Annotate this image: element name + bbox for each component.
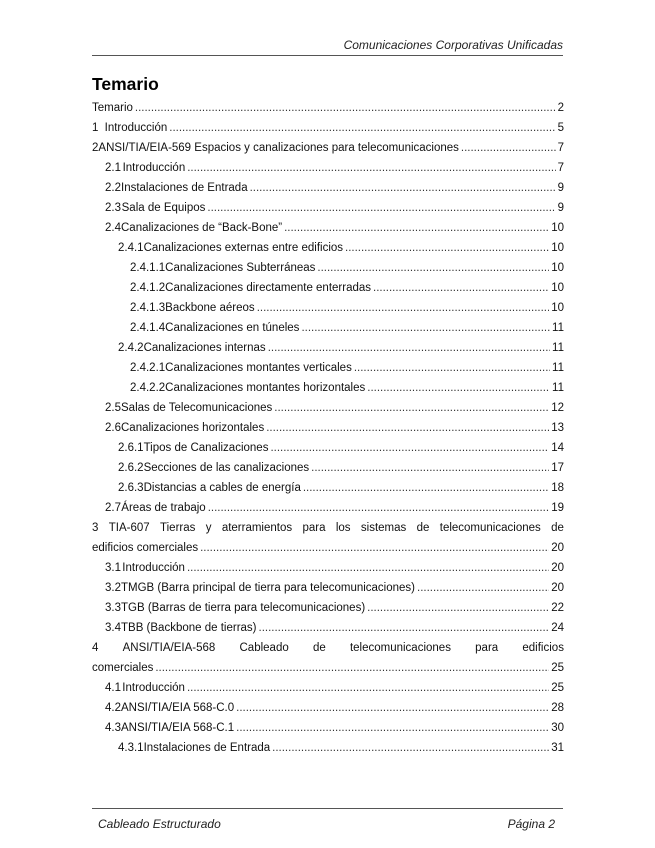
toc-entry-line xyxy=(92,498,564,518)
toc-entry[interactable] xyxy=(92,338,564,358)
toc-entry-line xyxy=(92,318,564,338)
toc-leader-dots xyxy=(208,498,550,518)
toc-entry-title: Instalaciones de Entrada xyxy=(143,742,271,754)
toc-entry[interactable] xyxy=(92,458,564,478)
toc-entry[interactable] xyxy=(92,258,564,278)
toc-entry-line xyxy=(92,598,564,618)
toc-entry-title-word: de xyxy=(551,522,564,534)
toc-entry-page: 9 xyxy=(557,202,564,214)
toc-entry-page: 7 xyxy=(557,142,564,154)
toc-entry-line xyxy=(92,278,564,298)
toc-entry-number: 4.3.1 xyxy=(118,742,144,754)
toc-entry-page: 20 xyxy=(551,582,564,594)
toc-entry-title: Canalizaciones internas xyxy=(143,342,266,354)
toc-entry-title: Salas de Telecomunicaciones xyxy=(121,402,273,414)
toc-entry-number: 3.3 xyxy=(105,602,121,614)
toc-entry[interactable] xyxy=(92,678,564,698)
toc-entry-title-word: Cableado xyxy=(239,642,289,654)
toc-leader-dots xyxy=(187,158,555,178)
toc-entry-title: Introducción xyxy=(122,562,185,574)
toc-entry-line xyxy=(92,98,564,118)
toc-entry-number: 2.4.1.3 xyxy=(130,302,166,314)
toc-leader-dots xyxy=(270,438,549,458)
toc-entry-page: 11 xyxy=(552,382,564,394)
toc-leader-dots xyxy=(268,338,550,358)
toc-entry-page: 18 xyxy=(551,482,564,494)
toc-entry-line xyxy=(92,378,564,398)
toc-entry-line xyxy=(92,118,564,138)
toc-entry[interactable] xyxy=(92,198,564,218)
toc-leader-dots xyxy=(259,618,550,638)
toc-entry[interactable] xyxy=(92,398,564,418)
toc-entry-page: 31 xyxy=(551,742,564,754)
toc-entry-number: 4.1 xyxy=(105,682,121,694)
toc-entry-title: ANSI/TIA/EIA-569 Espacios y canalizaciones para telecomunicaciones xyxy=(98,142,459,154)
toc-entry-page: 10 xyxy=(551,242,564,254)
toc-leader-dots xyxy=(187,678,549,698)
toc-leader-dots xyxy=(272,738,549,758)
toc-entry-page: 25 xyxy=(551,682,564,694)
toc-entry-title: Canalizaciones en túneles xyxy=(165,322,300,334)
header-divider xyxy=(92,55,563,56)
toc-entry-number: 2.4.1.4 xyxy=(130,322,166,334)
toc-leader-dots xyxy=(236,718,549,738)
toc-entry-title: Introducción xyxy=(122,682,185,694)
toc-leader-dots xyxy=(317,258,549,278)
toc-entry-page: 17 xyxy=(551,462,564,474)
toc-entry-number: 2.1 xyxy=(105,162,121,174)
toc-entry-number: 2.6.2 xyxy=(118,462,144,474)
toc-leader-dots xyxy=(417,578,549,598)
toc-entry-number: 2.4.1 xyxy=(118,242,144,254)
toc-entry-title: Canalizaciones horizontales xyxy=(121,422,265,434)
page-title: Temario xyxy=(92,74,159,94)
toc-entry-number: 3.2 xyxy=(105,582,121,594)
toc-entry-title-word: edificios xyxy=(522,642,564,654)
toc-entry-title-word: y xyxy=(205,522,212,534)
toc-entry-line xyxy=(92,298,564,318)
toc-entry-number: 2.4 xyxy=(105,222,121,234)
toc-entry-title: Tipos de Canalizaciones xyxy=(143,442,269,454)
toc-leader-dots xyxy=(155,658,549,678)
toc-entry[interactable] xyxy=(92,738,564,758)
toc-entry-title-word: para xyxy=(475,642,499,654)
toc-entry-number: 2.6.1 xyxy=(118,442,144,454)
toc-entry-number: 4 xyxy=(92,642,99,654)
toc-entry-title-word: los xyxy=(335,522,351,534)
toc-leader-dots xyxy=(266,418,549,438)
toc-entry[interactable] xyxy=(92,178,564,198)
toc-entry-title: Canalizaciones montantes horizontales xyxy=(165,382,366,394)
toc-entry-line xyxy=(92,558,564,578)
toc-entry-title: Introducción xyxy=(104,122,168,134)
toc-entry-page: 5 xyxy=(557,122,564,134)
toc-leader-dots xyxy=(274,398,549,418)
toc-entry[interactable] xyxy=(92,438,564,458)
toc-entry[interactable] xyxy=(92,478,564,498)
toc-entry-first-line xyxy=(92,518,564,538)
toc-entry-line xyxy=(92,258,564,278)
toc-entry-page: 13 xyxy=(551,422,564,434)
toc-entry-title: ANSI/TIA/EIA 568-C.0 xyxy=(121,702,235,714)
toc-entry-number: 2.4.2.1 xyxy=(130,362,166,374)
toc-entry-line xyxy=(92,238,564,258)
toc-entry[interactable] xyxy=(92,618,564,638)
toc-entry-page: 22 xyxy=(551,602,564,614)
footer-divider xyxy=(92,808,563,809)
toc-entry-page: 9 xyxy=(557,182,564,194)
toc-entry-number: 2.2 xyxy=(105,182,121,194)
toc-entry-title: Canalizaciones directamente enterradas xyxy=(165,282,372,294)
toc-entry-page: 7 xyxy=(557,162,564,174)
toc-entry-title-word: Tierras xyxy=(160,522,196,534)
toc-leader-dots xyxy=(373,278,549,298)
toc-entry[interactable] xyxy=(92,698,564,718)
toc-entry-title: Backbone aéreos xyxy=(165,302,255,314)
toc-entry-title-word: de xyxy=(312,642,326,654)
toc-leader-dots xyxy=(236,698,549,718)
toc-entry-page: 20 xyxy=(551,542,564,554)
toc-entry-page: 28 xyxy=(551,702,564,714)
toc-entry-title-word: aterramientos xyxy=(221,522,293,534)
toc-leader-dots xyxy=(200,538,549,558)
toc-entry-page: 10 xyxy=(551,222,564,234)
toc-entry[interactable] xyxy=(92,718,564,738)
toc-entry-line xyxy=(92,198,564,218)
toc-leader-dots xyxy=(207,198,555,218)
toc-entry-page: 19 xyxy=(551,502,564,514)
toc-leader-dots xyxy=(250,178,556,198)
toc-entry-number: 2.4.2 xyxy=(118,342,144,354)
toc-entry-line xyxy=(92,158,564,178)
toc-entry-number: 3 xyxy=(92,522,99,534)
toc-entry-line xyxy=(92,478,564,498)
toc-entry-title-word: para xyxy=(302,522,326,534)
toc-entry-number: 3.1 xyxy=(105,562,121,574)
toc-entry-page: 14 xyxy=(551,442,564,454)
toc-entry[interactable] xyxy=(92,138,564,158)
toc-entry-title: Canalizaciones montantes verticales xyxy=(165,362,352,374)
toc-entry-second-line xyxy=(92,658,564,678)
toc-entry-line xyxy=(92,578,564,598)
toc-entry-number: 4.2 xyxy=(105,702,121,714)
toc-leader-dots xyxy=(303,478,549,498)
toc-entry-page: 2 xyxy=(557,102,564,114)
toc-entry[interactable] xyxy=(92,278,564,298)
toc-entry-number: 2.3 xyxy=(105,202,121,214)
footer-document-title: Cableado Estructurado xyxy=(98,817,221,831)
toc-leader-dots xyxy=(367,378,550,398)
toc-entry[interactable] xyxy=(92,358,564,378)
toc-entry-page: 11 xyxy=(552,362,564,374)
toc-entry[interactable] xyxy=(92,318,564,338)
toc-entry-page: 20 xyxy=(551,562,564,574)
toc-entry-number: 4.3 xyxy=(105,722,121,734)
toc-leader-dots xyxy=(461,138,556,158)
toc-entry-title-word: de xyxy=(416,522,430,534)
toc-leader-dots xyxy=(354,358,550,378)
running-header: Comunicaciones Corporativas Unificadas xyxy=(343,38,563,52)
toc-leader-dots xyxy=(169,118,555,138)
toc-entry-title: Canalizaciones Subterráneas xyxy=(165,262,316,274)
toc-entry-number: 2.5 xyxy=(105,402,121,414)
toc-entry-title-word: ANSI/TIA/EIA-568 xyxy=(122,642,216,654)
toc-entry-page: 11 xyxy=(552,342,564,354)
toc-entry-title: Sala de Equipos xyxy=(121,202,206,214)
toc-entry-page: 30 xyxy=(551,722,564,734)
toc-entry-title: TGB (Barras de tierra para telecomunicaciones) xyxy=(121,602,366,614)
toc-entry[interactable] xyxy=(92,418,564,438)
toc-entry[interactable] xyxy=(92,118,564,138)
toc-entry-line xyxy=(92,338,564,358)
toc-entry-page: 24 xyxy=(551,622,564,634)
table-of-contents xyxy=(92,98,564,758)
footer-page-number: Página 2 xyxy=(507,817,555,831)
toc-entry-line xyxy=(92,438,564,458)
toc-entry-title-word: telecomunicaciones xyxy=(349,642,451,654)
toc-entry-title-word: sistemas xyxy=(360,522,407,534)
toc-leader-dots xyxy=(135,98,556,118)
toc-entry-title: edificios comerciales xyxy=(92,542,199,554)
toc-entry-line xyxy=(92,418,564,438)
toc-entry[interactable] xyxy=(92,578,564,598)
toc-entry-page: 11 xyxy=(552,322,564,334)
toc-entry-number: 2.6.3 xyxy=(118,482,144,494)
toc-entry-title: TBB (Backbone de tierras) xyxy=(121,622,257,634)
toc-entry[interactable] xyxy=(92,218,564,238)
toc-entry-line xyxy=(92,678,564,698)
toc-entry[interactable] xyxy=(92,498,564,518)
toc-entry-page: 10 xyxy=(551,282,564,294)
toc-entry[interactable] xyxy=(92,158,564,178)
toc-entry-number: 1 xyxy=(92,122,99,134)
toc-leader-dots xyxy=(284,218,549,238)
toc-leader-dots xyxy=(257,298,550,318)
toc-entry-title: Áreas de trabajo xyxy=(121,502,206,514)
toc-entry-number: 2.6 xyxy=(105,422,121,434)
toc-entry-page: 12 xyxy=(551,402,564,414)
toc-entry-title: Introducción xyxy=(122,162,186,174)
toc-entry-title: Secciones de las canalizaciones xyxy=(143,462,310,474)
toc-entry-title: ANSI/TIA/EIA 568-C.1 xyxy=(121,722,235,734)
toc-entry-line xyxy=(92,358,564,378)
toc-entry-number: 2.4.1.1 xyxy=(130,262,166,274)
toc-entry-page: 25 xyxy=(551,662,564,674)
toc-entry-line xyxy=(92,738,564,758)
toc-entry-second-line xyxy=(92,538,564,558)
toc-entry-number: 2 xyxy=(92,142,99,154)
toc-entry-number: 3.4 xyxy=(105,622,121,634)
toc-leader-dots xyxy=(187,558,549,578)
toc-entry-page: 10 xyxy=(551,262,564,274)
toc-entry-line xyxy=(92,618,564,638)
toc-entry-line xyxy=(92,698,564,718)
toc-entry-number: 2.4.1.2 xyxy=(130,282,166,294)
toc-entry-line xyxy=(92,138,564,158)
toc-leader-dots xyxy=(301,318,550,338)
toc-entry[interactable] xyxy=(92,238,564,258)
toc-leader-dots xyxy=(345,238,549,258)
toc-entry-title: Temario xyxy=(92,102,133,114)
toc-entry-title: Instalaciones de Entrada xyxy=(121,182,248,194)
toc-entry[interactable] xyxy=(92,98,564,118)
toc-entry-line xyxy=(92,398,564,418)
toc-entry-title: Canalizaciones externas entre edificios xyxy=(143,242,344,254)
toc-entry-title: Distancias a cables de energía xyxy=(143,482,301,494)
toc-entry[interactable] xyxy=(92,558,564,578)
toc-entry-line xyxy=(92,718,564,738)
toc-leader-dots xyxy=(367,598,549,618)
toc-entry-line xyxy=(92,458,564,478)
toc-entry[interactable] xyxy=(92,378,564,398)
toc-entry-line xyxy=(92,218,564,238)
toc-entry-first-line xyxy=(92,638,564,658)
toc-entry-title: comerciales xyxy=(92,662,154,674)
toc-entry-number: 2.4.2.2 xyxy=(130,382,166,394)
toc-entry-title: TMGB (Barra principal de tierra para telecomunicaciones) xyxy=(121,582,416,594)
toc-entry-page: 10 xyxy=(551,302,564,314)
toc-entry-title-word: TIA-607 xyxy=(108,522,150,534)
toc-entry-title: Canalizaciones de “Back-Bone” xyxy=(121,222,283,234)
toc-entry-line xyxy=(92,178,564,198)
toc-leader-dots xyxy=(311,458,549,478)
toc-entry[interactable] xyxy=(92,598,564,618)
toc-entry-number: 2.7 xyxy=(105,502,121,514)
toc-entry[interactable] xyxy=(92,298,564,318)
toc-entry[interactable] xyxy=(92,638,564,678)
toc-entry[interactable] xyxy=(92,518,564,558)
toc-entry-title-word: telecomunicaciones xyxy=(439,522,541,534)
